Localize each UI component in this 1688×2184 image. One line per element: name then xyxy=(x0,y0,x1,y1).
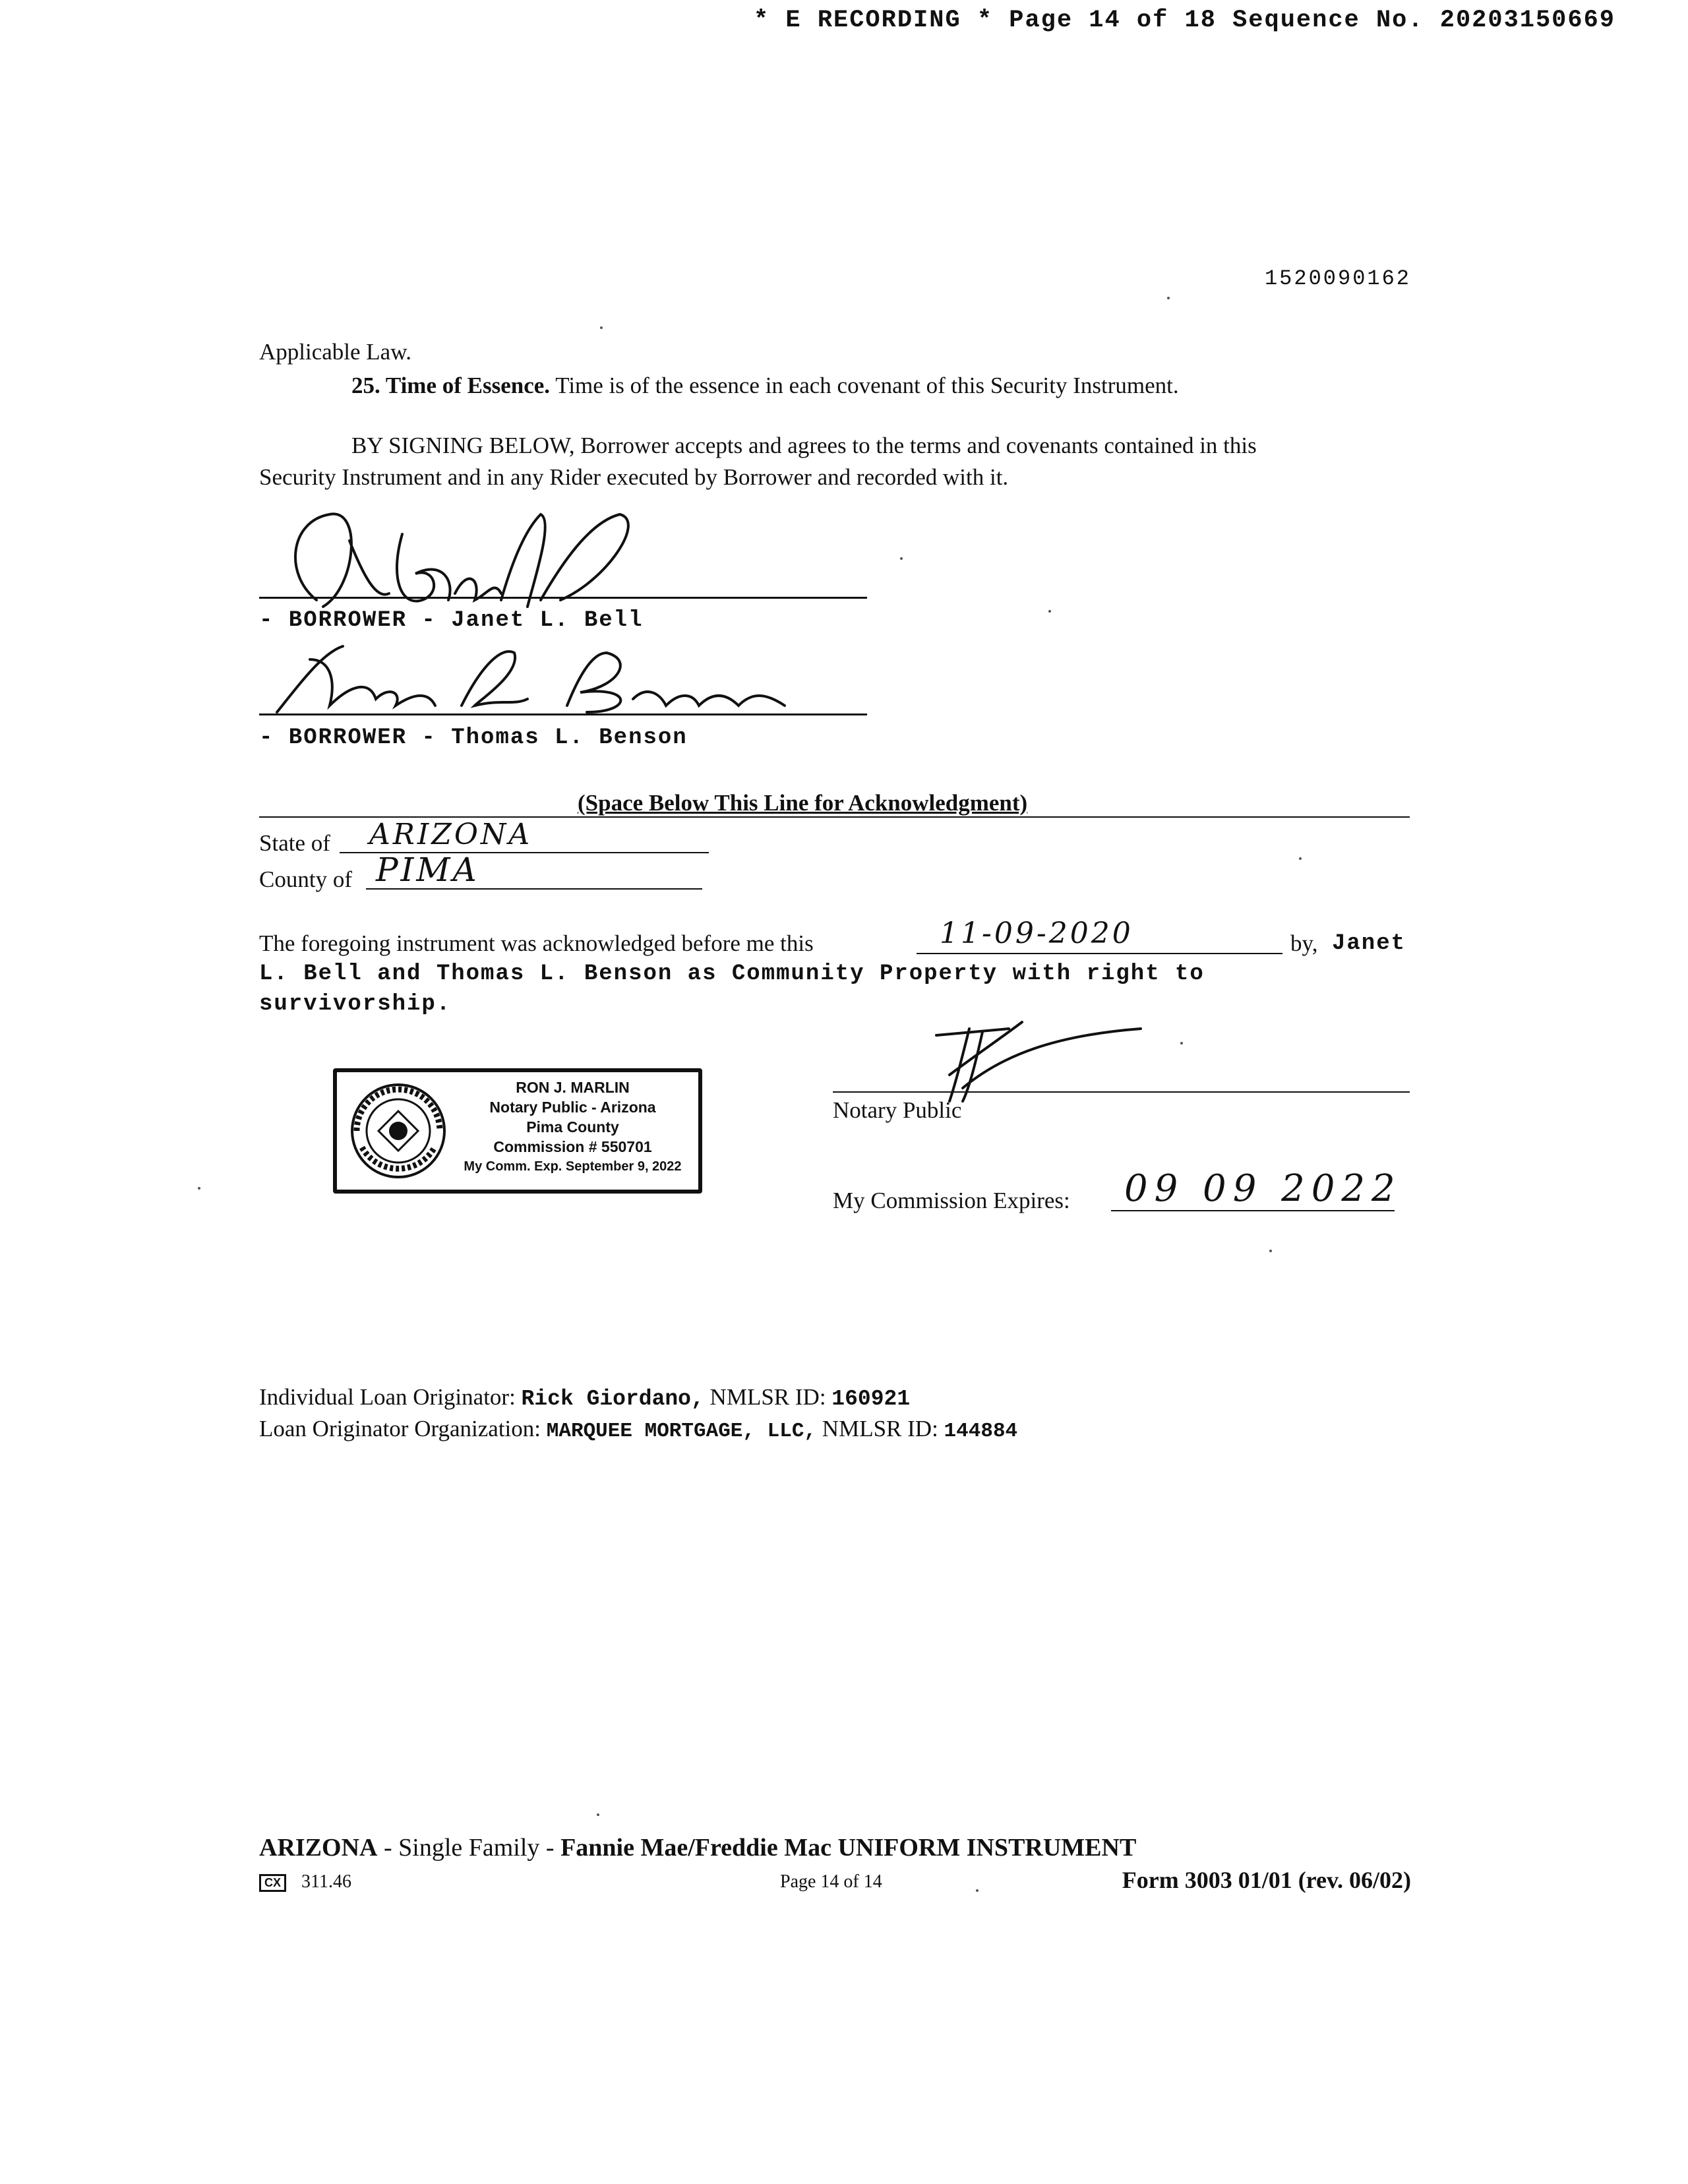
stamp-commission: Commission # 550701 xyxy=(493,1138,652,1155)
individual-originator-id-label: NMLSR ID: xyxy=(709,1384,826,1410)
signature-line-1 xyxy=(259,597,867,599)
state-seal-icon xyxy=(349,1081,448,1180)
stamp-expiration: My Comm. Exp. September 9, 2022 xyxy=(464,1159,682,1174)
foregoing-text: The foregoing instrument was acknowledged before me this xyxy=(259,930,814,956)
footer-code-badge: CX xyxy=(259,1874,286,1892)
scan-speck xyxy=(198,1187,200,1190)
notary-signature-line xyxy=(833,1091,1410,1093)
scan-speck xyxy=(597,1813,599,1816)
footer-code: 311.46 xyxy=(301,1871,351,1892)
individual-originator-name: Rick Giordano, xyxy=(521,1387,704,1411)
footer-dash: - Single Family - xyxy=(377,1834,561,1862)
scan-speck xyxy=(900,557,903,560)
footer-title xyxy=(259,1833,1136,1862)
commission-expires-label: My Commission Expires: xyxy=(833,1188,1070,1213)
time-of-essence-body: Time is of the essence in each covenant of this Security Instrument. xyxy=(555,373,1179,398)
ack-name-line-2: L. Bell and Thomas L. Benson as Community Property with right to xyxy=(259,961,1205,986)
scan-speck xyxy=(600,326,603,329)
signing-line-2: Security Instrument and in any Rider executed by Borrower and recorded with it. xyxy=(259,464,1009,490)
ack-name-line-3: survivorship. xyxy=(259,992,452,1017)
time-of-essence-title: 25. Time of Essence. xyxy=(351,373,551,398)
time-of-essence-paragraph xyxy=(351,370,1179,402)
individual-originator-id: 160921 xyxy=(831,1387,911,1411)
individual-originator-line xyxy=(259,1381,910,1415)
commission-expires-line xyxy=(1111,1210,1395,1211)
scan-speck xyxy=(1269,1250,1272,1252)
organization-originator-name: MARQUEE MORTGAGE, LLC, xyxy=(546,1420,817,1443)
borrower-signature-2 xyxy=(264,640,804,719)
scan-speck xyxy=(1299,857,1302,860)
scan-speck xyxy=(1180,1042,1183,1045)
scan-speck xyxy=(976,1889,979,1892)
ack-by-text: by, xyxy=(1290,930,1318,956)
loan-number: 1520090162 xyxy=(1264,266,1411,291)
ack-date-value: 11-09-2020 xyxy=(940,917,1133,950)
stamp-notary-name: RON J. MARLIN xyxy=(516,1079,630,1096)
footer-code-row xyxy=(259,1871,351,1893)
signing-line-1: BY SIGNING BELOW, Borrower accepts and agrees to the terms and covenants contained in this xyxy=(351,433,1257,458)
notary-public-label: Notary Public xyxy=(833,1097,962,1123)
notary-signature xyxy=(923,1016,1147,1108)
stamp-notary-title: Notary Public - Arizona xyxy=(489,1099,656,1116)
organization-originator-label: Loan Originator Organization: xyxy=(259,1416,541,1441)
borrower-label-1: - BORROWER - Janet L. Bell xyxy=(259,608,644,633)
state-value: ARIZONA xyxy=(369,818,533,851)
borrower-label-2: - BORROWER - Thomas L. Benson xyxy=(259,725,688,750)
ack-date-line xyxy=(917,953,1282,954)
individual-originator-label: Individual Loan Originator: xyxy=(259,1384,516,1410)
footer-state: ARIZONA xyxy=(259,1834,378,1862)
scan-speck xyxy=(1048,610,1051,613)
ack-name-first: Janet xyxy=(1332,931,1406,956)
applicable-law-text: Applicable Law. xyxy=(259,339,411,365)
scan-speck xyxy=(1167,297,1170,299)
notary-stamp xyxy=(333,1068,702,1194)
organization-originator-line xyxy=(259,1413,1017,1447)
county-value: PIMA xyxy=(376,851,479,889)
footer-form: Form 3003 01/01 (rev. 06/02) xyxy=(1122,1867,1411,1893)
recording-header: * E RECORDING * Page 14 of 18 Sequence No. 20203150669 xyxy=(754,7,1615,34)
footer-fannie: Fannie Mae/Freddie Mac UNIFORM INSTRUMENT xyxy=(560,1834,1137,1862)
commission-expires-value: 09 09 2022 xyxy=(1124,1167,1402,1210)
acknowledgment-divider-label: (Space Below This Line for Acknowledgment) xyxy=(575,790,1030,816)
footer-page: Page 14 of 14 xyxy=(780,1871,882,1892)
organization-originator-id-label: NMLSR ID: xyxy=(822,1416,938,1441)
signature-line-2 xyxy=(259,713,867,715)
county-label: County of xyxy=(259,866,352,892)
organization-originator-id: 144884 xyxy=(944,1420,1018,1443)
state-label: State of xyxy=(259,830,330,856)
stamp-notary-county: Pima County xyxy=(526,1118,619,1136)
